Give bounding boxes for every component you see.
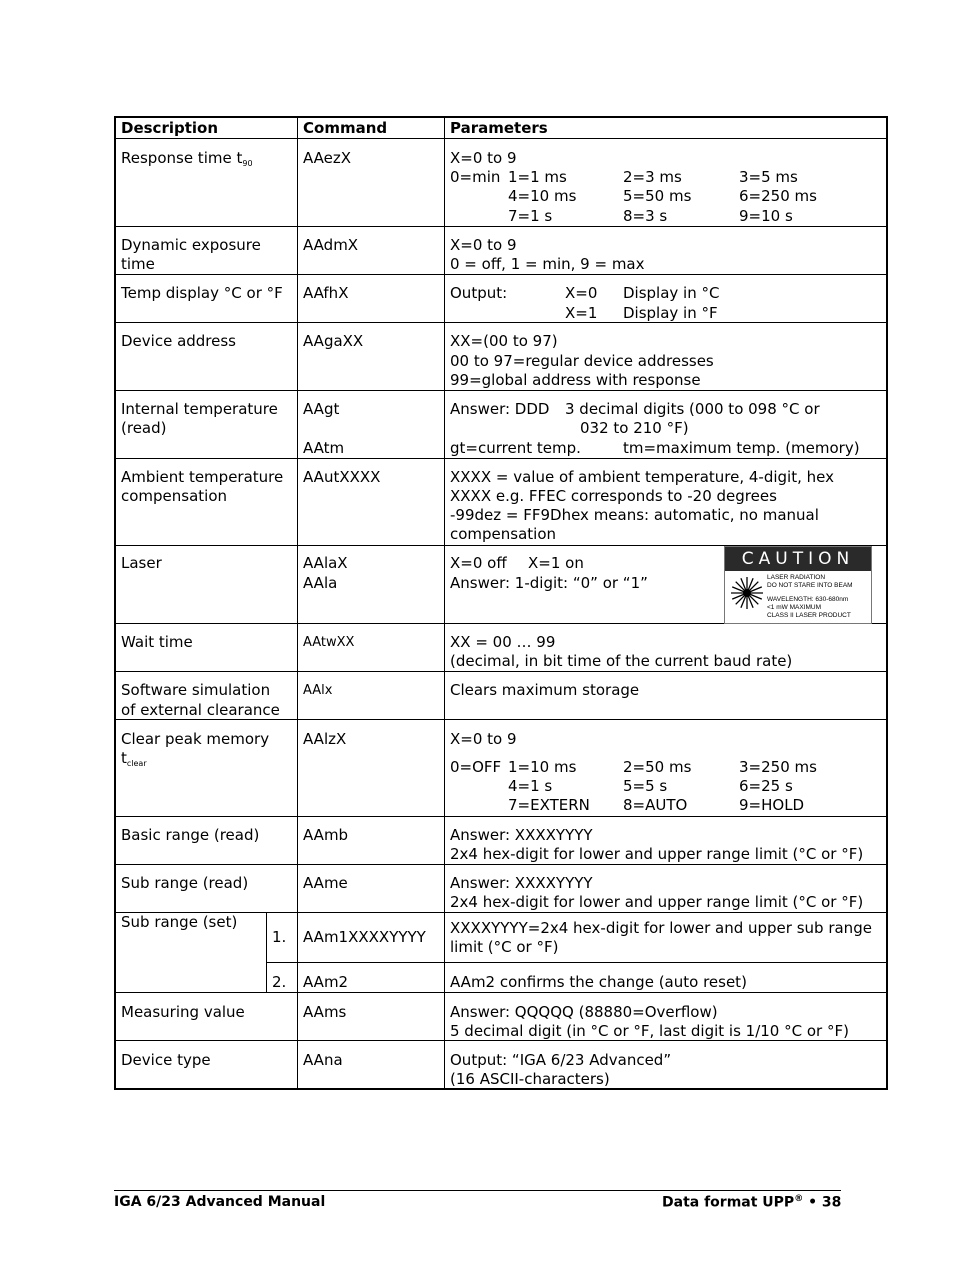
param-text: Clears maximum storage (450, 681, 640, 699)
internal-desc: Internal temperature (121, 400, 278, 418)
param-text: 0 = off, 1 = min, 9 = max (450, 255, 645, 273)
param-text: tm=maximum temp. (memory) (623, 439, 860, 457)
laser-starburst-icon (729, 575, 765, 611)
caution-line: CLASS II LASER PRODUCT (767, 612, 851, 619)
temp-cmd: AAfhX (303, 284, 349, 302)
param-text: X=1 on (528, 554, 584, 572)
param-text: 00 to 97=regular device addresses (450, 352, 714, 370)
footer-bullet: • (808, 1194, 818, 1211)
param-text: Answer: 1-digit: “0” or “1” (450, 574, 648, 592)
row-divider (116, 322, 886, 323)
ambient-cmd: AAutXXXX (303, 468, 381, 486)
software-cmd: AAlx (303, 683, 333, 698)
row-divider (116, 138, 886, 139)
param-text: X=0 off (450, 554, 507, 572)
column-divider (297, 118, 298, 1088)
param-text: Output: “IGA 6/23 Advanced” (450, 1051, 672, 1069)
laser-cmd: AAla (303, 574, 338, 592)
param-text: 3=5 ms (739, 168, 798, 186)
column-divider (444, 118, 445, 1088)
param-text: Answer: XXXXYYYY (450, 826, 593, 844)
param-text: 0=OFF (450, 758, 502, 776)
param-text: X=1 (565, 304, 598, 322)
caution-line: LASER RADIATION (767, 574, 826, 581)
param-text: 2x4 hex-digit for lower and upper range limit (°C or °F) (450, 845, 864, 863)
param-text: 1=10 ms (508, 758, 577, 776)
footer-rule (114, 1190, 841, 1191)
param-text: XXXXYYYY=2x4 hex-digit for lower and upper sub range (450, 919, 872, 937)
param-text: X=0 to 9 (450, 730, 517, 748)
param-text: X=0 (565, 284, 598, 302)
subset-cmd-2: AAm2 (303, 973, 349, 991)
header-description: Description (121, 119, 219, 137)
param-text: Answer: XXXXYYYY (450, 874, 593, 892)
param-text: 1=1 ms (508, 168, 567, 186)
caution-line: WAVELENGTH: 630-680nm (767, 596, 849, 603)
page-number: 38 (821, 1194, 842, 1211)
param-text: 3 decimal digits (000 to 098 °C or (565, 400, 820, 418)
param-text: 0=min (450, 168, 501, 186)
row-divider (116, 458, 886, 459)
param-text: AAm2 confirms the change (auto reset) (450, 973, 747, 991)
param-text: 5=5 s (623, 777, 668, 795)
wait-cmd: AAtwXX (303, 635, 355, 650)
internal-cmd: AAgt (303, 400, 340, 418)
param-text: Display in °F (623, 304, 718, 322)
clear-desc: Clear peak memory (121, 730, 270, 748)
param-text: 4=1 s (508, 777, 553, 795)
param-text: 6=25 s (739, 777, 793, 795)
row-divider (116, 864, 886, 865)
param-text: -99dez = FF9Dhex means: automatic, no manual (450, 506, 819, 524)
laser-desc: Laser (121, 554, 162, 572)
param-text: X=0 to 9 (450, 149, 517, 167)
basic-desc: Basic range (read) (121, 826, 260, 844)
caution-title: CAUTION (725, 547, 871, 571)
param-text: 9=10 s (739, 207, 793, 225)
internal-cmd: AAtm (303, 439, 345, 457)
param-text: 8=AUTO (623, 796, 688, 814)
param-text: 5=50 ms (623, 187, 692, 205)
param-text: 2=3 ms (623, 168, 682, 186)
subset-step-1: 1. (272, 928, 287, 946)
param-text: X=0 to 9 (450, 236, 517, 254)
internal-desc: (read) (121, 419, 167, 437)
caution-line: DO NOT STARE INTO BEAM (767, 582, 853, 589)
software-desc: Software simulation (121, 681, 271, 699)
clear-cmd: AAlzX (303, 730, 347, 748)
param-text: XXXX e.g. FFEC corresponds to -20 degrees (450, 487, 777, 505)
param-text: Display in °C (623, 284, 720, 302)
param-text: Answer: QQQQQ (88880=Overflow) (450, 1003, 718, 1021)
param-text: Output: (450, 284, 508, 302)
command-table (114, 116, 888, 1090)
response-time-desc: Response time $t_{90}$ (121, 149, 253, 168)
laser-caution-label (724, 546, 872, 624)
footer-manual-title: IGA 6/23 Advanced Manual (114, 1194, 326, 1210)
basic-cmd: AAmb (303, 826, 349, 844)
param-text: 3=250 ms (739, 758, 817, 776)
param-text: 8=3 s (623, 207, 668, 225)
param-text: 7=EXTERN (508, 796, 590, 814)
address-cmd: AAgaXX (303, 332, 364, 350)
row-divider (116, 226, 886, 227)
row-divider (116, 390, 886, 391)
param-text: 032 to 210 °F) (580, 419, 689, 437)
caution-line: <1 mW MAXIMUM (767, 604, 821, 611)
param-text: 9=HOLD (739, 796, 805, 814)
ambient-desc: compensation (121, 487, 228, 505)
header-parameters: Parameters (450, 119, 548, 137)
param-text: 5 decimal digit (in °C or °F, last digit is 1/10 °C or °F) (450, 1022, 849, 1040)
param-text: Answer: DDD (450, 400, 550, 418)
param-text: limit (°C or °F) (450, 938, 559, 956)
param-text: 2x4 hex-digit for lower and upper range limit (°C or °F) (450, 893, 864, 911)
param-text: XX=(00 to 97) (450, 332, 558, 350)
software-desc: of external clearance (121, 701, 280, 719)
param-text: (decimal, in bit time of the current baud rate) (450, 652, 793, 670)
header-command: Command (303, 119, 388, 137)
param-text: compensation (450, 525, 557, 543)
ambient-desc: Ambient temperature (121, 468, 284, 486)
dynamic-desc: time (121, 255, 155, 273)
param-text: 6=250 ms (739, 187, 817, 205)
dynamic-cmd: AAdmX (303, 236, 359, 254)
param-text: gt=current temp. (450, 439, 581, 457)
devtype-desc: Device type (121, 1051, 211, 1069)
row-divider (116, 274, 886, 275)
devtype-cmd: AAna (303, 1051, 343, 1069)
subset-cmd-1: AAm1XXXXYYYY (303, 928, 426, 946)
subset-desc: Sub range (set) (121, 913, 238, 931)
clear-desc: $t_{clear}$ (121, 749, 147, 768)
subread-cmd: AAme (303, 874, 348, 892)
param-text: 4=10 ms (508, 187, 577, 205)
column-divider (266, 912, 267, 992)
param-text: 2=50 ms (623, 758, 692, 776)
dynamic-desc: Dynamic exposure (121, 236, 261, 254)
measuring-desc: Measuring value (121, 1003, 245, 1021)
address-desc: Device address (121, 332, 236, 350)
param-text: (16 ASCII-characters) (450, 1070, 610, 1088)
param-text: 99=global address with response (450, 371, 701, 389)
row-divider (116, 816, 886, 817)
temp-desc: Temp display °C or °F (121, 284, 283, 302)
row-divider (116, 671, 886, 672)
footer-section: Data format UPP® • 38 (662, 1194, 842, 1211)
param-text: XXXX = value of ambient temperature, 4-digit, hex (450, 468, 834, 486)
row-divider (116, 992, 886, 993)
wait-desc: Wait time (121, 633, 193, 651)
measuring-cmd: AAms (303, 1003, 347, 1021)
subset-step-2: 2. (272, 973, 287, 991)
param-text: 7=1 s (508, 207, 553, 225)
laser-cmd: AAlaX (303, 554, 348, 572)
subread-desc: Sub range (read) (121, 874, 249, 892)
row-divider (266, 962, 886, 963)
param-text: XX = 00 … 99 (450, 633, 556, 651)
response-time-cmd: AAezX (303, 149, 352, 167)
